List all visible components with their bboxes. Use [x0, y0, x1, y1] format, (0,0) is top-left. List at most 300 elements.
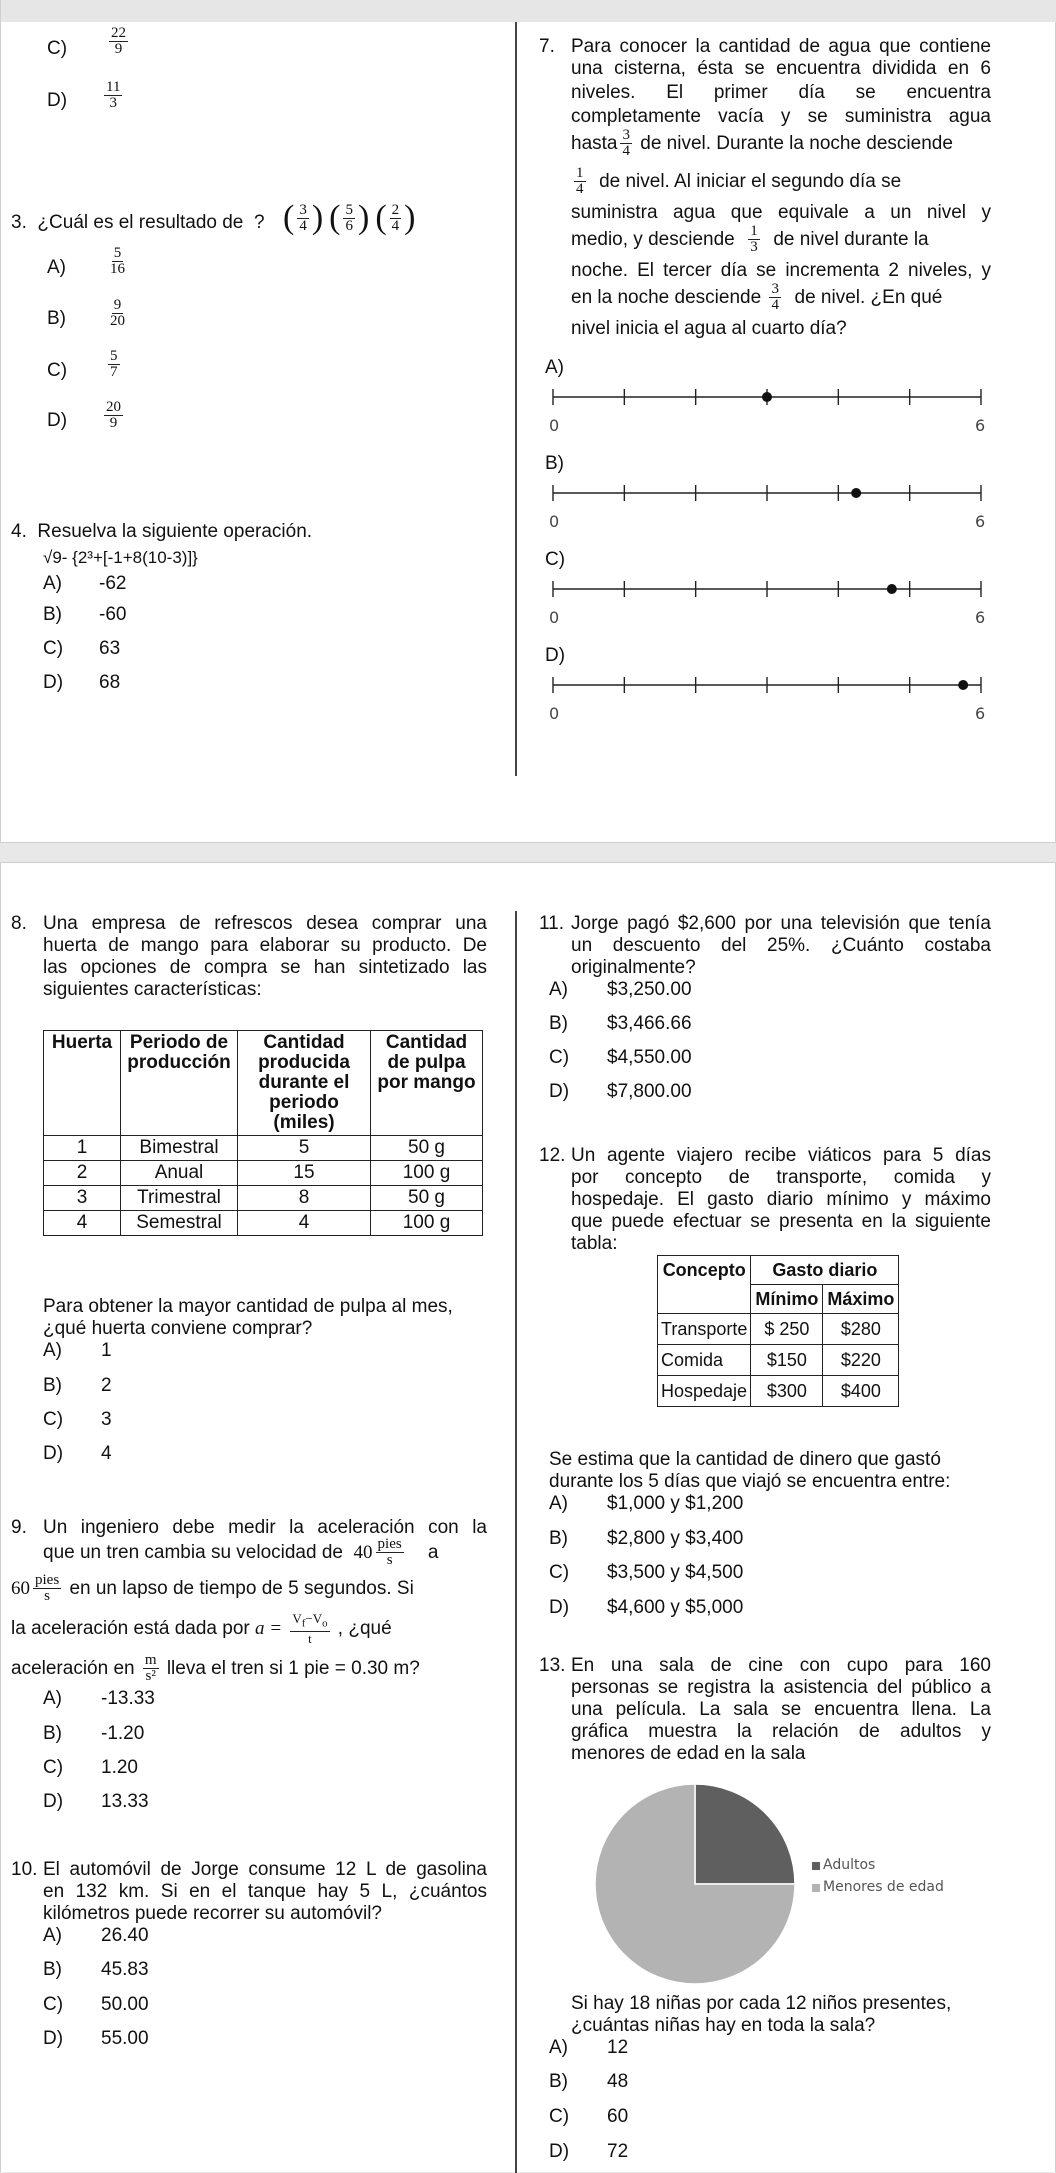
option-letter: D): [549, 2141, 570, 2162]
option-value: -62: [99, 573, 127, 594]
frac-num: 5: [345, 201, 353, 218]
frac-num: 11: [106, 79, 121, 95]
q12-after1: Se estima que la cantidad de dinero que gastó: [549, 1449, 941, 1470]
q7-l6b: de nivel. Al iniciar el segundo día se: [599, 171, 902, 192]
option-value: $3,250.00: [607, 979, 692, 1000]
q7-l10a: en la noche desciende: [571, 287, 762, 308]
pie-slice-adultos: [695, 1784, 795, 1884]
q12-option-b[interactable]: [549, 1528, 744, 1550]
q9-option-c[interactable]: [43, 1757, 138, 1779]
table-cell: Semestral: [121, 1211, 238, 1236]
q7-l8a: medio, y desciende: [571, 229, 735, 250]
table-header: Concepto: [658, 1256, 751, 1314]
q12-line3-text: hospedaje. El gasto diario mínimo y máximo: [571, 1189, 991, 1210]
option-letter: C): [549, 1047, 570, 1068]
q7-line10: [571, 280, 942, 316]
number-line-end-label: 6: [975, 512, 986, 531]
q2-option-c[interactable]: [47, 38, 67, 60]
q12-line5: tabla:: [571, 1233, 618, 1254]
frac-den: s: [44, 1588, 50, 1605]
q8-option-c[interactable]: [43, 1409, 112, 1431]
option-letter: B): [549, 1013, 568, 1034]
frac-den: 3: [109, 95, 117, 111]
q13-option-b[interactable]: [549, 2071, 629, 2093]
q12-line1: [571, 1145, 991, 1167]
table-cell: 50 g: [371, 1136, 483, 1161]
table-cell: Hospedaje: [658, 1376, 751, 1407]
number-line-letter: A): [545, 357, 564, 378]
table-cell: 2: [44, 1161, 121, 1186]
q10-line1: [43, 1859, 487, 1881]
q10-number: 10.: [11, 1859, 38, 1880]
q10-option-c[interactable]: [43, 1994, 149, 2016]
q7-line7: [571, 202, 991, 224]
q8-line4: siguientes características:: [43, 979, 262, 1000]
table-header: Cantidad producida durante el periodo (miles): [238, 1031, 371, 1136]
top-gray-bar: [1, 0, 1056, 22]
option-value: -13.33: [101, 1688, 155, 1709]
option-value: 45.83: [101, 1959, 149, 1980]
q9-option-d[interactable]: [43, 1791, 149, 1813]
option-letter: D): [47, 410, 68, 431]
option-value: 72: [607, 2141, 629, 2162]
option-value: $1,000 y $1,200: [607, 1493, 744, 1514]
table-header: Gasto diario: [751, 1256, 899, 1285]
table-row: [44, 1161, 483, 1186]
table-header: Periodo de producción: [121, 1031, 238, 1136]
frac-num: m: [144, 1652, 157, 1669]
option-value: 1.20: [101, 1757, 138, 1778]
option-value: 48: [607, 2071, 629, 2092]
option-value: 60: [607, 2106, 629, 2127]
q3-option-c-value: [105, 349, 123, 380]
q11-option-d[interactable]: [549, 1081, 692, 1103]
table-row: [44, 1211, 483, 1236]
frac-num: 22: [111, 25, 126, 41]
frac-num: 2: [391, 201, 400, 218]
formula-den: t: [308, 1630, 312, 1646]
q7-number: 7.: [539, 36, 555, 57]
q2-option-d-letter: D): [47, 90, 68, 111]
q10-line2-text: en 132 km. Si en el tanque hay 5 L, ¿cuántos: [43, 1881, 487, 1902]
q7-line9: [571, 260, 991, 282]
number-line-letter: C): [545, 549, 566, 570]
option-value: 68: [99, 672, 121, 693]
q9-line2: [43, 1535, 438, 1571]
option-value: $7,800.00: [607, 1081, 692, 1102]
option-letter: C): [43, 1757, 64, 1778]
option-value: 26.40: [101, 1925, 149, 1946]
q7-line1: [571, 36, 991, 58]
q7-l5b: de nivel. Durante la noche desciende: [640, 133, 953, 154]
q10-line1-text: El automóvil de Jorge consume 12 L de gasolina: [43, 1859, 487, 1880]
q9-l2a: que un tren cambia su velocidad de: [43, 1542, 343, 1563]
frac-den: 4: [576, 181, 584, 198]
formula-mid: −V: [305, 1611, 323, 1627]
q3-option-d[interactable]: [47, 410, 67, 432]
table-header: Cantidad de pulpa por mango: [371, 1031, 483, 1136]
option-letter: C): [43, 638, 64, 659]
table-cell: 5: [238, 1136, 371, 1161]
option-value: 2: [101, 1375, 112, 1396]
option-letter: D): [549, 1081, 570, 1102]
option-letter: D): [43, 1443, 64, 1464]
q13-option-c[interactable]: [549, 2106, 629, 2128]
number-line-end-label: 6: [975, 416, 986, 435]
table-cell: Anual: [121, 1161, 238, 1186]
q13-line4-text: gráfica muestra la relación de adultos y: [571, 1721, 991, 1742]
q9-line3: [11, 1571, 414, 1607]
option-letter: A): [43, 573, 62, 594]
q9-line4: [11, 1609, 392, 1649]
option-letter: A): [47, 257, 66, 278]
table-header-row: [658, 1256, 899, 1285]
q8-after1: Para obtener la mayor cantidad de pulpa al mes,: [43, 1296, 453, 1317]
table-header-row: [44, 1031, 483, 1136]
table-row: [658, 1345, 899, 1376]
q4-text: Resuelva la siguiente operación.: [37, 521, 313, 542]
q13-line3: [571, 1699, 991, 1721]
q10-option-a[interactable]: [43, 1925, 149, 1947]
q9-v1: 40: [353, 1542, 373, 1563]
q13-line5: menores de edad en la sala: [571, 1743, 806, 1764]
q4-option-d[interactable]: [43, 672, 121, 694]
column-divider: [515, 22, 517, 776]
number-line-start-label: 0: [549, 512, 560, 531]
q12-option-a[interactable]: [549, 1493, 744, 1515]
q8-line1-text: Una empresa de refrescos desea comprar una: [43, 913, 487, 934]
q3-option-a-value: [105, 246, 130, 277]
q7-l5a: hasta: [571, 133, 618, 154]
q11-option-a[interactable]: [549, 979, 692, 1001]
q9-l5b: lleva el tren si 1 pie = 0.30 m?: [166, 1658, 420, 1679]
q3-option-d-value: [101, 400, 126, 431]
q12-after2: durante los 5 días que viajó se encuentra entre:: [549, 1471, 951, 1492]
q13-option-a[interactable]: [549, 2037, 629, 2059]
q12-line3: [571, 1189, 991, 1211]
q9-l3b: en un lapso de tiempo de 5 segundos. Si: [69, 1578, 414, 1599]
number-line-start-label: 0: [549, 608, 560, 627]
q7-line6: [571, 164, 901, 200]
q3-stem: [11, 212, 265, 234]
q8-line1: [43, 913, 487, 935]
table-cell: Transporte: [658, 1314, 751, 1345]
table-cell: $150: [751, 1345, 823, 1376]
option-value: 63: [99, 638, 121, 659]
option-letter: C): [549, 2106, 570, 2127]
option-letter: A): [43, 1340, 62, 1361]
q8-option-b[interactable]: [43, 1375, 112, 1397]
q13-line2: [571, 1677, 991, 1699]
option-letter: D): [43, 672, 64, 693]
option-value: $4,550.00: [607, 1047, 692, 1068]
frac-num: 9: [113, 297, 122, 313]
number-line-point: [762, 392, 772, 402]
page-1: [0, 0, 1056, 843]
q7-number-lines: [541, 355, 1001, 735]
option-value: 50.00: [101, 1994, 149, 2015]
table-cell: 15: [238, 1161, 371, 1186]
q3-option-b[interactable]: [47, 308, 66, 330]
table-cell: 4: [44, 1211, 121, 1236]
q11-line3: originalmente?: [571, 957, 696, 978]
q11-line2: [571, 935, 991, 957]
option-letter: C): [43, 1994, 64, 2015]
q8-line3: [43, 957, 487, 979]
option-letter: B): [43, 1723, 62, 1744]
q9-option-b[interactable]: [43, 1723, 145, 1745]
q8-table: [43, 1030, 483, 1236]
frac-den: 16: [110, 261, 125, 277]
q4-stem: [11, 521, 312, 543]
q7-line8: [571, 222, 929, 258]
option-letter: A): [549, 2037, 568, 2058]
option-value: $3,466.66: [607, 1013, 692, 1034]
legend-swatch-adultos: [812, 1862, 820, 1870]
table-cell: $ 250: [751, 1314, 823, 1345]
option-value: $3,500 y $4,500: [607, 1562, 744, 1583]
option-letter: B): [549, 1528, 568, 1549]
option-value: $2,800 y $3,400: [607, 1528, 744, 1549]
q8-number: 8.: [11, 913, 27, 934]
option-value: $4,600 y $5,000: [607, 1597, 744, 1618]
table-cell: $400: [823, 1376, 899, 1407]
q3-mark: ?: [253, 212, 265, 233]
frac-den: 9: [109, 415, 118, 431]
frac-num: pies: [377, 1536, 402, 1553]
option-letter: C): [43, 1409, 64, 1430]
number-line-end-label: 6: [975, 608, 986, 627]
q2-option-c-letter: C): [47, 38, 68, 59]
q7-l10b: de nivel. ¿En qué: [794, 287, 943, 308]
q11-line1: [571, 913, 991, 935]
option-value: 12: [607, 2037, 629, 2058]
table-cell: $300: [751, 1376, 823, 1407]
q13-option-d[interactable]: [549, 2141, 629, 2163]
q9-option-a[interactable]: [43, 1688, 155, 1710]
option-letter: B): [43, 1375, 62, 1396]
frac-num: 5: [110, 348, 118, 364]
frac-num: 3: [299, 201, 307, 218]
q3-number: 3.: [11, 212, 27, 233]
option-letter: D): [43, 2028, 64, 2049]
q7-line2-text: una cisterna, ésta se encuentra dividida en 6: [571, 58, 991, 79]
option-letter: C): [47, 360, 68, 381]
table-row: [44, 1136, 483, 1161]
number-line-start-label: 0: [549, 704, 560, 723]
q8-line3-text: las opciones de compra se han sintetizado las: [43, 957, 487, 978]
q11-option-c[interactable]: [549, 1047, 692, 1069]
q4-option-b[interactable]: [43, 604, 127, 626]
q12-table: [657, 1255, 899, 1407]
q10-line2: [43, 1881, 487, 1903]
q12-option-c[interactable]: [549, 1562, 744, 1584]
table-cell: 100 g: [371, 1211, 483, 1236]
frac-num: 1: [750, 223, 758, 240]
q7-line4-text: completamente vacía y se suministra agua: [571, 106, 991, 127]
number-line-letter: B): [545, 453, 564, 474]
q7-line3-text: niveles. El primer día se encuentra: [571, 82, 991, 103]
q13-line1: [571, 1655, 991, 1677]
q12-line4-text: que puede efectuar se presenta en la siguiente: [571, 1211, 991, 1232]
q2-option-c-value: [106, 26, 131, 57]
q11-line2-text: un descuento del 25%. ¿Cuánto costaba: [571, 935, 991, 956]
frac-den: 20: [110, 313, 125, 329]
frac-den: 6: [345, 217, 353, 234]
q2-option-d[interactable]: [47, 90, 67, 112]
q9-l2b: a: [427, 1542, 439, 1563]
q9-l4b: , ¿qué: [337, 1618, 392, 1639]
frac-num: 3: [771, 281, 779, 298]
option-letter: D): [43, 1791, 64, 1812]
frac-num: 5: [113, 245, 122, 261]
q13-after2: ¿cuántas niñas hay en toda la sala?: [571, 2015, 876, 2036]
frac-num: 1: [576, 165, 584, 182]
frac-den: 3: [750, 239, 758, 256]
q13-line1-text: En una sala de cine con cupo para 160: [571, 1655, 991, 1676]
number-line-point: [887, 584, 897, 594]
q3-option-b-value: [105, 298, 130, 329]
option-letter: C): [549, 1562, 570, 1583]
table-cell: $220: [823, 1345, 899, 1376]
q8-line2: [43, 935, 487, 957]
table-cell: Bimestral: [121, 1136, 238, 1161]
q12-number: 12.: [539, 1145, 566, 1166]
q12-option-d[interactable]: [549, 1597, 744, 1619]
option-letter: D): [549, 1597, 570, 1618]
frac-den: 9: [114, 41, 123, 57]
formula-sub: f: [301, 1617, 306, 1630]
q11-option-b[interactable]: [549, 1013, 692, 1035]
q3-expression: ( $\frac{3}{4}$ ) ( $\frac{5}{6}$ ) ( $\frac{2}{4}$ ): [283, 199, 416, 236]
number-line-option[interactable]: [545, 549, 985, 627]
option-letter: A): [549, 1493, 568, 1514]
table-cell: 50 g: [371, 1186, 483, 1211]
legend-label-menores: Menores de edad: [823, 1879, 944, 1895]
table-header: Huerta: [44, 1031, 121, 1136]
frac-den: 4: [771, 297, 779, 314]
frac-num: 3: [622, 127, 630, 144]
option-letter: B): [43, 1959, 62, 1980]
q13-line3-text: una película. La sala se encuentra llena. La: [571, 1699, 991, 1720]
number-line-start-label: 0: [549, 416, 560, 435]
table-cell: 3: [44, 1186, 121, 1211]
option-letter: A): [549, 979, 568, 1000]
frac-den: 4: [299, 217, 307, 234]
q13-number: 13.: [539, 1655, 566, 1676]
number-line-option[interactable]: [545, 645, 985, 723]
q7-line5: [571, 126, 953, 162]
table-cell: 8: [238, 1186, 371, 1211]
q9-v2: 60: [11, 1578, 30, 1599]
option-letter: A): [43, 1688, 62, 1709]
table-cell: Comida: [658, 1345, 751, 1376]
q3-option-c[interactable]: [47, 360, 67, 382]
q9-formula: [290, 1612, 329, 1646]
option-value: -1.20: [101, 1723, 145, 1744]
option-letter: A): [43, 1925, 62, 1946]
q12-line1-text: Un agente viajero recibe viáticos para 5 días: [571, 1145, 991, 1166]
number-line-point: [958, 680, 968, 690]
q9-line5: [11, 1651, 420, 1687]
q13-after1: Si hay 18 niñas por cada 12 niños presentes,: [571, 1993, 952, 2014]
option-letter: B): [549, 2071, 568, 2092]
frac-den: s²: [145, 1668, 156, 1685]
q9-number: 9.: [11, 1517, 27, 1538]
q4-option-c[interactable]: [43, 638, 121, 660]
table-cell: 100 g: [371, 1161, 483, 1186]
number-line-option[interactable]: [545, 357, 985, 435]
q4-expression: √9- {2³+[-1+8(10-3)]}: [43, 548, 198, 567]
frac-num: pies: [35, 1572, 60, 1589]
table-cell: $280: [823, 1314, 899, 1345]
q7-line3: [571, 82, 991, 104]
q10-line3: kilómetros puede recorrer su automóvil?: [43, 1903, 382, 1924]
column-divider: [515, 911, 517, 2173]
q7-line7-text: suministra agua que equivale a un nivel y: [571, 202, 991, 223]
number-line-option[interactable]: [545, 453, 985, 531]
formula-v: V: [292, 1611, 302, 1627]
frac-den: 7: [110, 364, 118, 380]
q8-after2: ¿qué huerta conviene comprar?: [43, 1318, 313, 1339]
option-letter: B): [47, 308, 66, 329]
option-value: 13.33: [101, 1791, 149, 1812]
frac-den: 4: [622, 143, 630, 160]
q13-line4: [571, 1721, 991, 1743]
q13-line2-text: personas se registra la asistencia del público a: [571, 1677, 991, 1698]
table-header: Máximo: [823, 1285, 899, 1314]
table-row: [44, 1186, 483, 1211]
q9-formula-lhs: a =: [255, 1618, 283, 1639]
q10-option-d[interactable]: [43, 2028, 149, 2050]
table-cell: 4: [238, 1211, 371, 1236]
q8-option-a[interactable]: [43, 1340, 112, 1362]
number-line-end-label: 6: [975, 704, 986, 723]
q7-l8b: de nivel durante la: [773, 229, 929, 250]
q2-option-d-value: [101, 80, 125, 111]
q7-line11: nivel inicia el agua al cuarto día?: [571, 318, 847, 339]
frac-den: 4: [391, 217, 400, 234]
q11-line1-text: Jorge pagó $2,600 por una televisión que tenía: [571, 913, 991, 934]
q11-number: 11.: [539, 913, 565, 934]
formula-sub: o: [322, 1617, 328, 1630]
legend-label-adultos: Adultos: [823, 1857, 876, 1873]
q7-line1-text: Para conocer la cantidad de agua que contiene: [571, 36, 991, 57]
q7-line2: [571, 58, 991, 80]
q10-option-b[interactable]: [43, 1959, 149, 1981]
page-2: [0, 862, 1056, 2172]
q12-line4: [571, 1211, 991, 1233]
q4-option-a[interactable]: [43, 573, 127, 595]
frac-num: 20: [106, 399, 121, 415]
legend-swatch-menores: [812, 1884, 820, 1892]
q12-line2: [571, 1167, 991, 1189]
q9-l5a: aceleración en: [11, 1658, 135, 1679]
option-value: 1: [101, 1340, 112, 1361]
q9-l4a: la aceleración está dada por: [11, 1618, 250, 1639]
table-row: [658, 1376, 899, 1407]
q8-option-d[interactable]: [43, 1443, 112, 1465]
option-value: 3: [101, 1409, 112, 1430]
table-cell: 1: [44, 1136, 121, 1161]
option-value: 4: [101, 1443, 112, 1464]
q3-text: ¿Cuál es el resultado de: [37, 212, 244, 233]
frac-den: s: [386, 1552, 393, 1569]
q7-line4: [571, 106, 991, 128]
option-value: 55.00: [101, 2028, 149, 2049]
q3-option-a[interactable]: [47, 257, 66, 279]
number-line-point: [851, 488, 861, 498]
